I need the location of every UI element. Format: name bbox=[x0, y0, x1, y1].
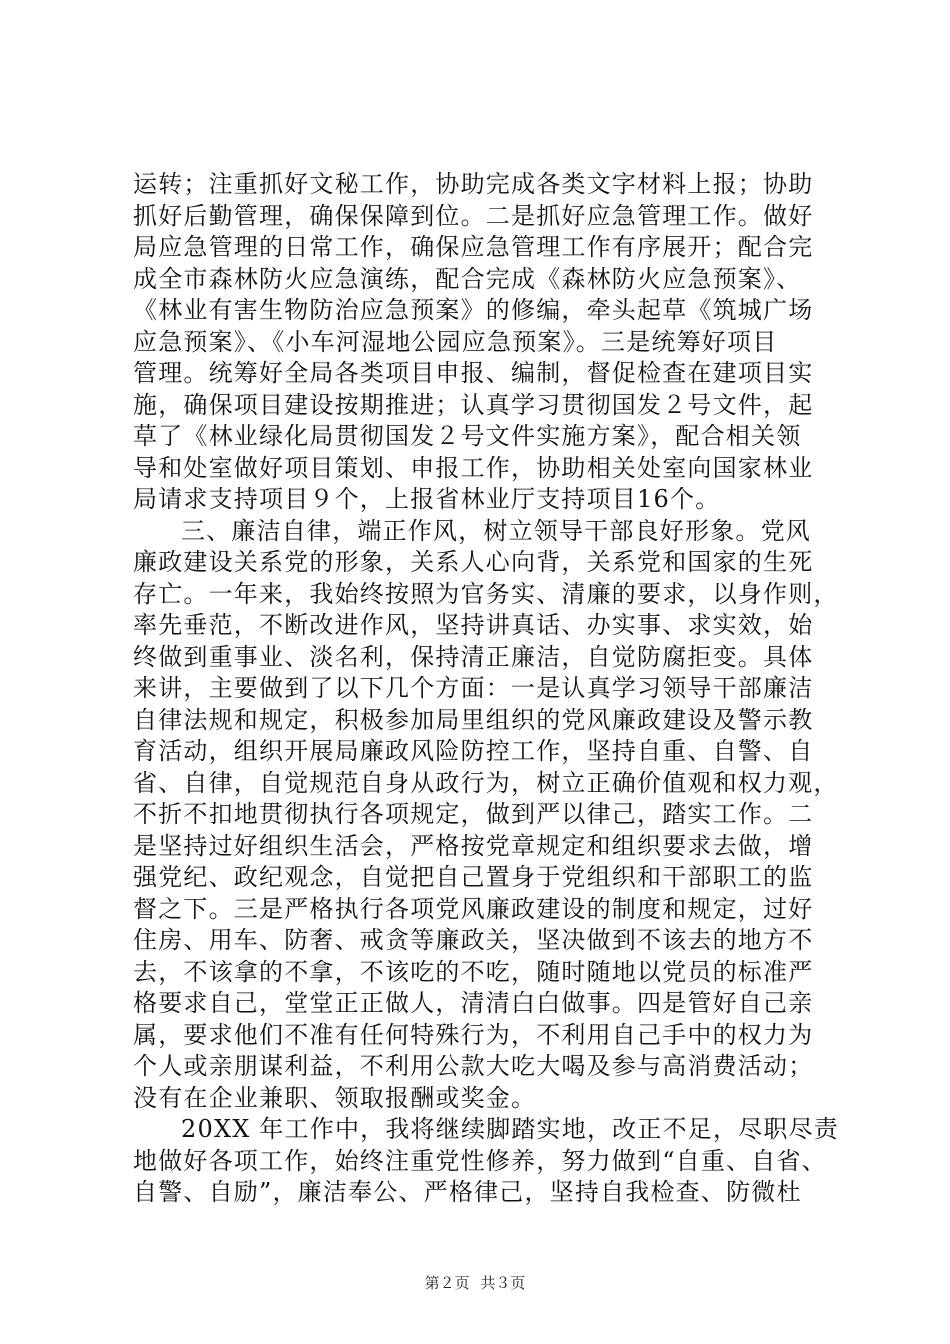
text-line: 住房、用车、防奢、戒贪等廉政关，坚决做到不该去的地方不 bbox=[133, 926, 814, 954]
text-line: 施，确保项目建设按期推进；认真学习贯彻国发２号文件，起 bbox=[133, 391, 814, 419]
paragraph-start-line: 三、廉洁自律，端正作风，树立领导干部良好形象。党风 bbox=[181, 517, 811, 545]
text-line: 督之下。三是严格执行各项党风廉政建设的制度和规定，过好 bbox=[133, 895, 814, 923]
text-line: 属，要求他们不准有任何特殊行为，不利用自己手中的权力为 bbox=[133, 1021, 814, 1049]
page-total: 共３页 bbox=[480, 1274, 526, 1292]
text-line: 抓好后勤管理，确保保障到位。二是抓好应急管理工作。做好 bbox=[133, 202, 814, 230]
text-line: 不折不扣地贯彻执行各项规定，做到严以律己，踏实工作。二 bbox=[133, 800, 814, 828]
text-line: 格要求自己，堂堂正正做人，清清白白做事。四是管好自己亲 bbox=[133, 989, 814, 1017]
text-line: 《林业有害生物防治应急预案》的修编，牵头起草《筑城广场 bbox=[133, 296, 814, 324]
text-line: 自警、自励”，廉洁奉公、严格律己，坚持自我检查、防微杜 bbox=[133, 1178, 802, 1206]
text-line: 运转；注重抓好文秘工作，协助完成各类文字材料上报；协助 bbox=[133, 170, 814, 198]
text-line: 廉政建设关系党的形象，关系人心向背，关系党和国家的生死 bbox=[133, 548, 814, 576]
text-line: 去，不该拿的不拿，不该吃的不吃，随时随地以党员的标准严 bbox=[133, 958, 814, 986]
text-line: 导和处室做好项目策划、申报工作，协助相关处室向国家林业 bbox=[133, 454, 814, 482]
text-line: 自律法规和规定，积极参加局里组织的党风廉政建设及警示教 bbox=[133, 706, 814, 734]
text-line: 草了《林业绿化局贯彻国发２号文件实施方案》，配合相关领 bbox=[133, 422, 802, 450]
text-line: 是坚持过好组织生活会，严格按党章规定和组织要求去做，增 bbox=[133, 832, 814, 860]
text-line: 应急预案》、《小车河湿地公园应急预案》。三是统筹好项目 bbox=[133, 328, 778, 356]
text-line: 省、自律，自觉规范自身从政行为，树立正确价值观和权力观， bbox=[133, 769, 839, 797]
text-line: 强党纪、政纪观念，自觉把自己置身于党组织和干部职工的监 bbox=[133, 863, 814, 891]
page-footer bbox=[0, 1273, 950, 1293]
text-line: 率先垂范，不断改进作风，坚持讲真话、办实事、求实效，始 bbox=[133, 611, 814, 639]
text-line: 局应急管理的日常工作，确保应急管理工作有序展开；配合完 bbox=[133, 233, 814, 261]
text-line: 存亡。一年来，我始终按照为官务实、清廉的要求，以身作则， bbox=[133, 580, 839, 608]
text-line: 局请求支持项目９个，上报省林业厅支持项目16个。 bbox=[133, 485, 721, 513]
text-line: 地做好各项工作，始终注重党性修养，努力做到“自重、自省、 bbox=[133, 1147, 827, 1175]
page-number: 第２页 bbox=[424, 1274, 470, 1292]
text-line: 终做到重事业、淡名利，保持清正廉洁，自觉防腐拒变。具体 bbox=[133, 643, 814, 671]
text-line: 个人或亲朋谋利益，不利用公款大吃大喝及参与高消费活动； bbox=[133, 1052, 814, 1080]
paragraph-start-line: 20XX 年工作中，我将继续脚踏实地，改正不足，尽职尽责 bbox=[181, 1115, 839, 1143]
text-line: 管理。统筹好全局各类项目申报、编制，督促检查在建项目实 bbox=[133, 359, 814, 387]
text-line: 育活动，组织开展局廉政风险防控工作，坚持自重、自警、自 bbox=[133, 737, 814, 765]
text-line: 来讲，主要做到了以下几个方面：一是认真学习领导干部廉洁 bbox=[133, 674, 814, 702]
text-line: 成全市森林防火应急演练，配合完成《森林防火应急预案》、 bbox=[133, 265, 802, 293]
text-line: 没有在企业兼职、领取报酬或奖金。 bbox=[133, 1084, 537, 1112]
